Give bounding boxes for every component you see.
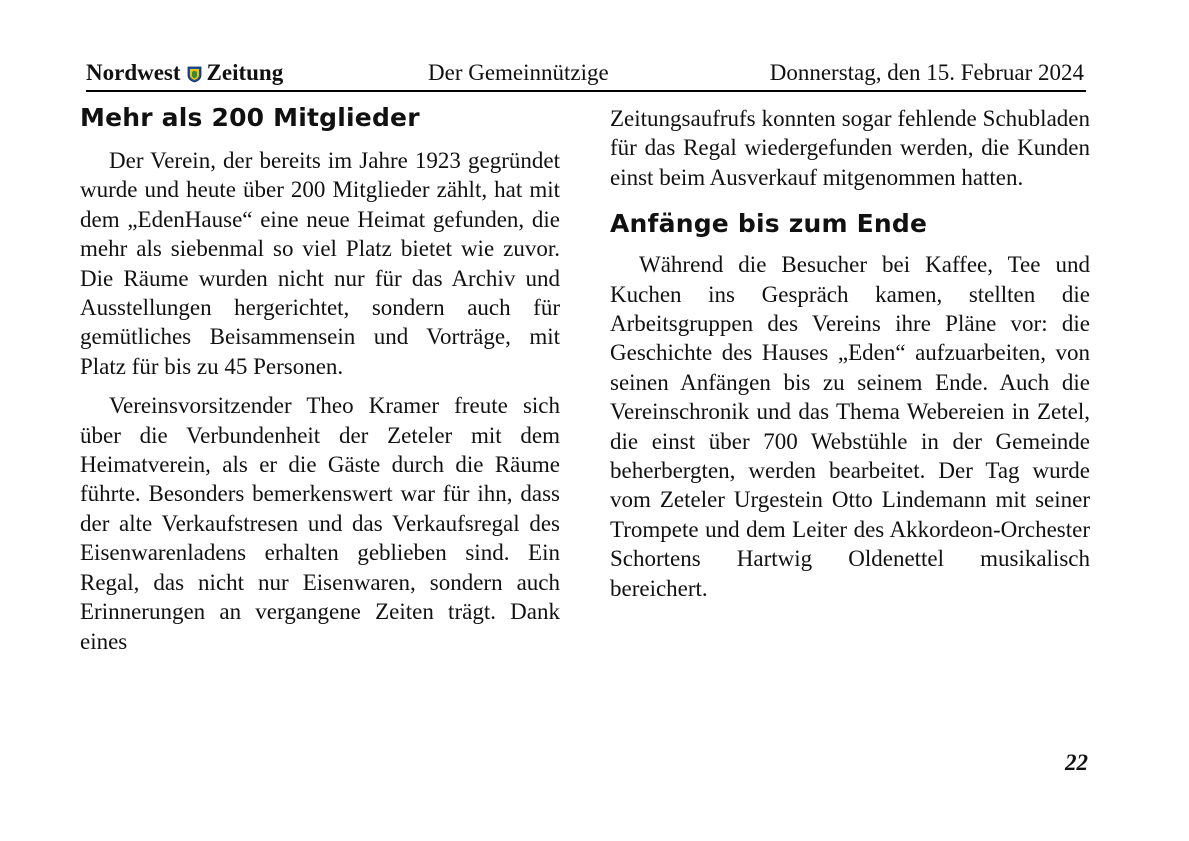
masthead-word-nordwest: Nordwest	[86, 60, 181, 85]
coat-of-arms-icon	[187, 66, 202, 83]
right-column	[610, 100, 1090, 603]
left-column	[80, 100, 560, 656]
paragraph-club-history: Der Verein, der bereits im Jahre 1923 gegründet wurde und heute über 200 Mitglieder zählt, hat mit dem „EdenHause“ eine neue Heimat gefunden, die mehr als siebenmal so viel Platz bietet wie zuvor. Die Räume wurden nicht nur für das Archiv und Ausstellungen hergerichtet, sondern auch für gemütliches Beisammensein und Vorträge, mit Platz für bis zu 45 Personen.	[80, 148, 560, 379]
article-heading-members: Mehr als 200 Mitglieder	[80, 103, 420, 132]
paragraph-chairman-visit: Vereinsvorsitzender Theo Kramer freute sich über die Verbundenheit der Zeteler mit dem Heimatverein, als er die Gäste durch die Räume führte. Besonders bemerkenswert war für ihn, dass der alte Verkaufstresen und das Verkaufsregal des Eisenwarenladens erhalten geblieben sind. Ein Regal, das nicht nur Eisenwaren, sondern auch Erinnerungen an vergangene Zeiten trägt. Dank eines	[80, 393, 560, 654]
paragraph-continuation: Zeitungsaufrufs konnten sogar fehlende Schubladen für das Regal wiedergefunden werden, die Kunden einst beim Ausverkauf mitgenommen hatten.	[610, 106, 1090, 190]
masthead-word-zeitung: Zeitung	[206, 60, 284, 85]
paragraph-working-groups: Während die Besucher bei Kaffee, Tee und Kuchen ins Gespräch kamen, stellten die Arbeitsgruppen des Vereins ihre Pläne vor: die Geschichte des Hauses „Eden“ aufzuarbeiten, von seinen Anfängen bis zu seinem Ende. Auch die Vereinschronik und das Thema Webereien in Zetel, die einst über 700 Webstühle in der Gemeinde beherbergten, werden bearbeitet. Der Tag wurde vom Zeteler Urgestein Otto Lindemann mit seiner Trompete und dem Leiter des Akkordeon-Orchester Schortens Hartwig Oldenettel musikalisch bereichert.	[610, 252, 1090, 601]
newspaper-masthead	[86, 60, 283, 86]
section-title: Der Gemeinnützige	[428, 60, 609, 85]
page-header	[86, 56, 1086, 92]
page-number: 22	[1065, 750, 1088, 775]
issue-date: Donnerstag, den 15. Februar 2024	[769, 60, 1084, 85]
article-heading-beginnings: Anfänge bis zum Ende	[610, 209, 928, 239]
